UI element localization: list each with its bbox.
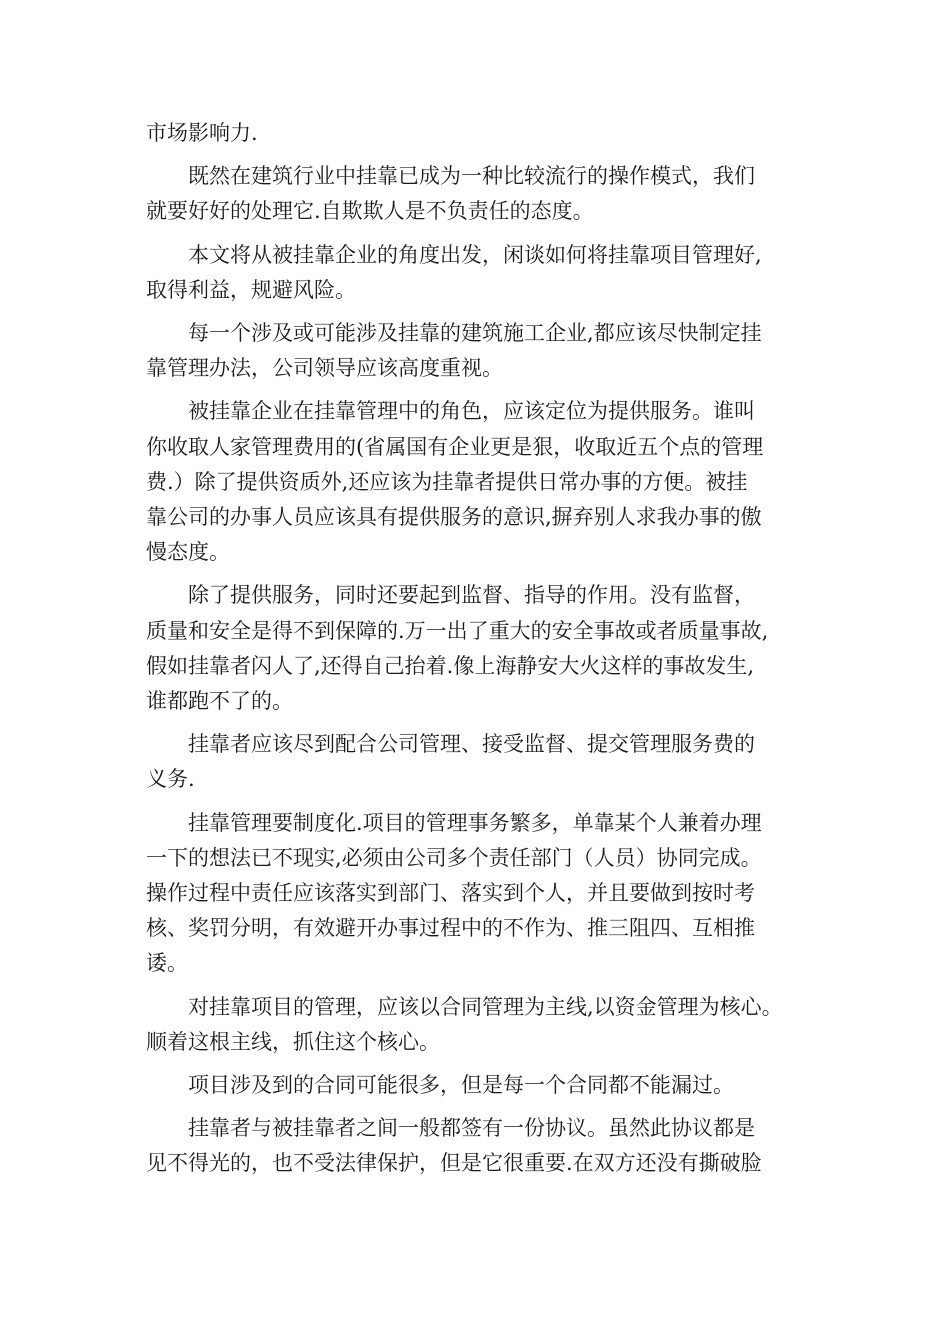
text-line: 就要好好的处理它.自欺欺人是不负责任的态度。 <box>146 199 594 224</box>
paragraph <box>146 394 814 570</box>
paragraph <box>146 238 814 308</box>
text-line: 核、奖罚分明，有效避开办事过程中的不作为、推三阻四、互相推 <box>146 916 755 941</box>
text-line: 见不得光的，也不受法律保护，但是它很重要.在双方还没有撕破脸 <box>146 1151 762 1176</box>
text-line: 被挂靠企业在挂靠管理中的角色，应该定位为提供服务。谁叫 <box>188 399 755 424</box>
text-line: 挂靠者应该尽到配合公司管理、接受监督、提交管理服务费的 <box>188 732 755 757</box>
paragraph <box>146 578 814 719</box>
text-line: 质量和安全是得不到保障的.万一出了重大的安全事故或者质量事故, <box>146 618 769 643</box>
text-line: 慢态度。 <box>146 540 230 565</box>
paragraph <box>146 1111 814 1181</box>
paragraph <box>146 990 814 1060</box>
text-line: 义务. <box>146 767 195 792</box>
text-line: 本文将从被挂靠企业的角度出发，闲谈如何将挂靠项目管理好, <box>188 242 762 267</box>
text-line: 顺着这根主线，抓住这个核心。 <box>146 1029 440 1054</box>
text-line: 挂靠者与被挂靠者之间一般都签有一份协议。虽然此协议都是 <box>188 1116 755 1141</box>
text-line: 一下的想法已不现实,必须由公司多个责任部门（人员）协同完成。 <box>146 845 762 870</box>
text-line: 项目涉及到的合同可能很多，但是每一个合同都不能漏过。 <box>188 1073 734 1098</box>
paragraph <box>146 1068 814 1103</box>
text-line: 假如挂靠者闪人了,还得自己抬着.像上海静安大火这样的事故发生, <box>146 653 755 678</box>
text-line: 除了提供服务，同时还要起到监督、指导的作用。没有监督， <box>188 583 755 608</box>
text-line: 市场影响力. <box>146 121 258 145</box>
text-line: 靠公司的办事人员应该具有提供服务的意识,摒弃别人求我办事的傲 <box>146 505 762 530</box>
text-line: 操作过程中责任应该落实到部门、落实到个人，并且要做到按时考 <box>146 881 755 906</box>
text-line: 挂靠管理要制度化.项目的管理事务繁多，单靠某个人兼着办理 <box>188 810 762 835</box>
paragraph <box>146 727 814 797</box>
document-body <box>146 116 814 1190</box>
text-line: 谁都跑不了的。 <box>146 689 293 714</box>
text-line: 对挂靠项目的管理，应该以合同管理为主线,以资金管理为核心。 <box>188 994 783 1019</box>
text-line: 既然在建筑行业中挂靠已成为一种比较流行的操作模式，我们 <box>188 164 755 189</box>
paragraph <box>146 316 814 386</box>
text-line: 费.）除了提供资质外,还应该为挂靠者提供日常办事的方便。被挂 <box>146 469 748 494</box>
paragraph <box>146 116 814 151</box>
text-line: 你收取人家管理费用的(省属国有企业更是狠，收取近五个点的管理 <box>146 434 764 459</box>
paragraph <box>146 159 814 229</box>
text-line: 靠管理办法，公司领导应该高度重视。 <box>146 356 503 381</box>
text-line: 每一个涉及或可能涉及挂靠的建筑施工企业,都应该尽快制定挂 <box>188 321 762 346</box>
text-line: 诿。 <box>146 951 188 976</box>
paragraph <box>146 806 814 982</box>
text-line: 取得利益，规避风险。 <box>146 277 356 302</box>
